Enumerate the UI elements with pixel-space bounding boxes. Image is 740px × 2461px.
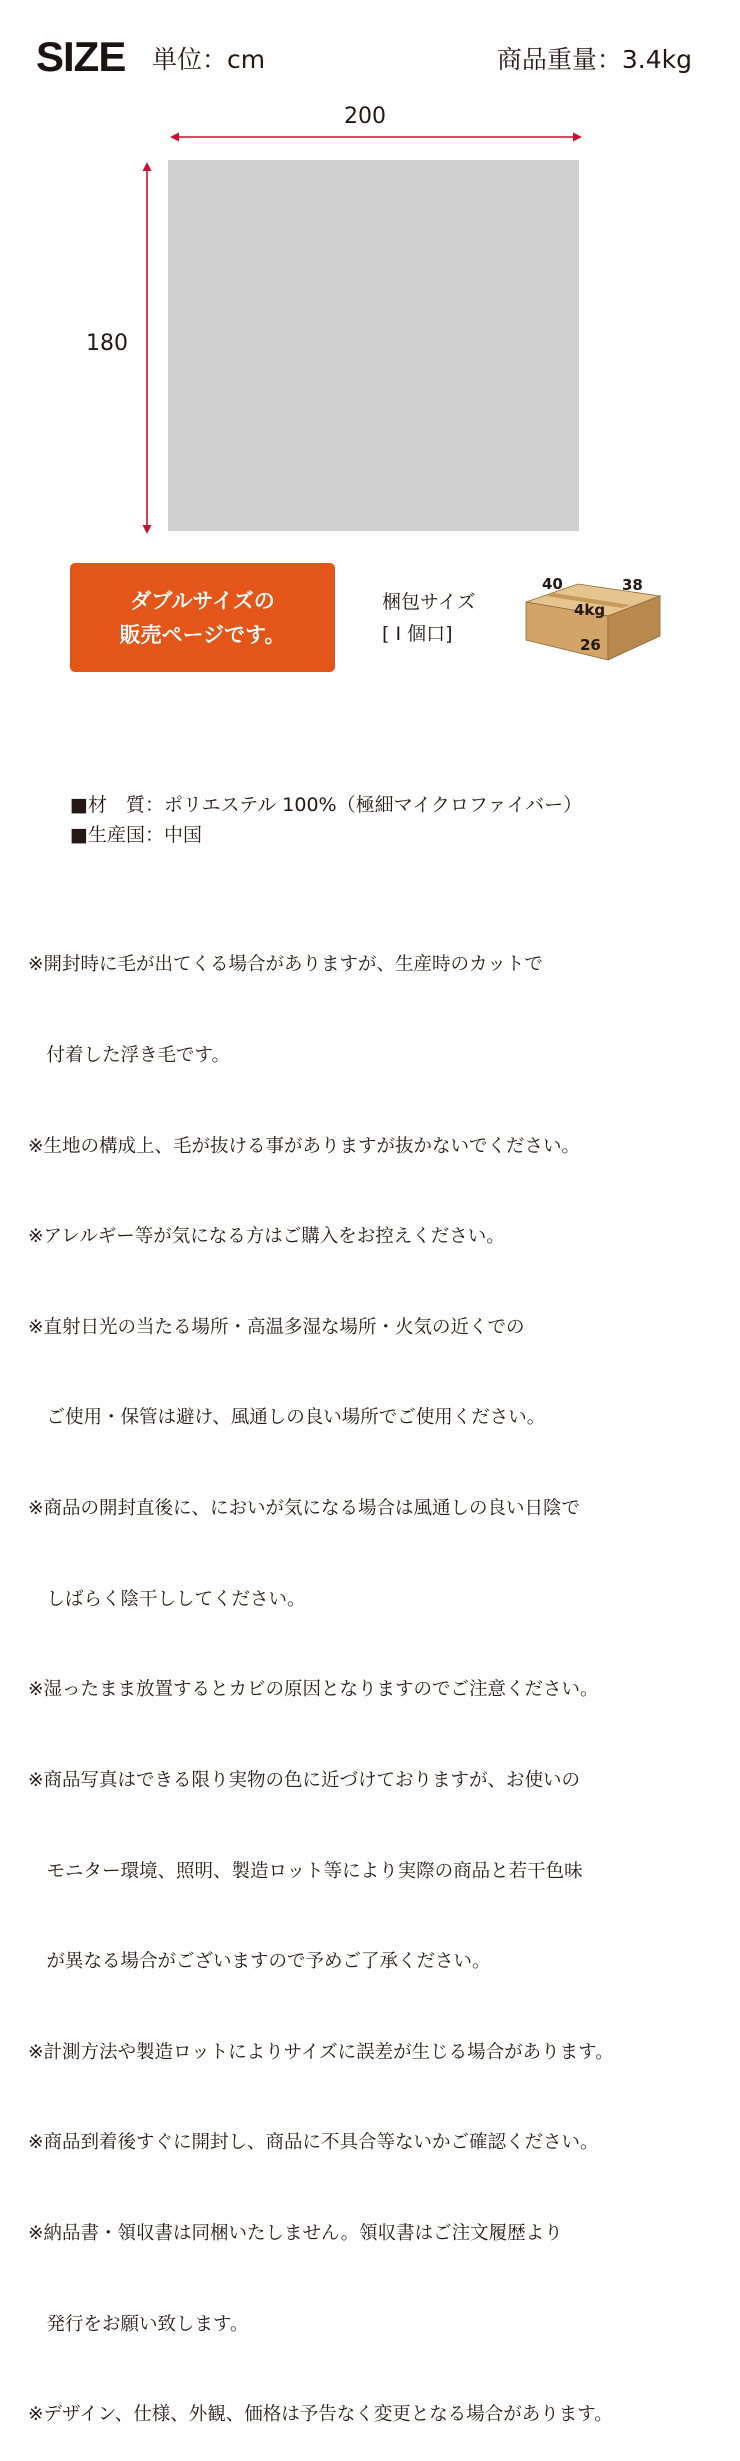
note-line: ※開封時に毛が出てくる場合がありますが、生産時のカットで: [28, 954, 543, 976]
width-arrow-icon: [170, 130, 582, 144]
note-line: ご使用・保管は避け、風通しの良い場所でご使用ください。: [28, 1407, 546, 1429]
package-size-label: 梱包サイズ: [382, 591, 476, 613]
notes-list: [28, 890, 614, 2461]
material-spec: ■材 質：ポリエステル 100%（極細マイクロファイバー）: [70, 794, 583, 816]
double-size-page-button[interactable]: [70, 563, 335, 672]
box-weight-label: 4kg: [574, 601, 606, 619]
package-info: [382, 586, 475, 650]
note-line: ※計測方法や製造ロットによりサイズに誤差が生じる場合があります。: [28, 2041, 614, 2063]
note-line: モニター環境、照明、製造ロット等により実際の商品と若干色味: [28, 1860, 583, 1882]
note-line: ※商品到着後すぐに開封し、商品に不具合等ないかご確認ください。: [28, 2132, 599, 2154]
note-line: ※納品書・領収書は同梱いたしません。領収書はご注文履歴より: [28, 2222, 563, 2244]
note-line: ※生地の構成上、毛が抜ける事がありますが抜かないでください。: [28, 1135, 581, 1157]
note-line: ※直射日光の当たる場所・高温多湿な場所・火気の近くでの: [28, 1316, 525, 1338]
box-width-label: 38: [622, 576, 643, 594]
note-line: ※アレルギー等が気になる方はご購入をお控えください。: [28, 1226, 505, 1248]
note-line: ※デザイン、仕様、外観、価格は予告なく変更となる場合があります。: [28, 2404, 613, 2426]
box-height-label: 26: [580, 636, 601, 654]
cta-line-2: 販売ページです。: [119, 622, 286, 647]
box-depth-label: 40: [542, 575, 563, 593]
note-line: ※商品写真はできる限り実物の色に近づけておりますが、お使いの: [28, 1769, 581, 1791]
cardboard-box-icon: [522, 570, 664, 662]
note-line: が異なる場合がございますので予めご了承ください。: [28, 1951, 491, 1973]
unit-label: 単位：cm: [152, 45, 266, 74]
note-line: しばらく陰干ししてください。: [28, 1588, 306, 1610]
width-dimension: 200: [344, 104, 386, 129]
note-line: ※湿ったまま放置するとカビの原因となりますのでご注意ください。: [28, 1679, 599, 1701]
height-arrow-icon: [140, 162, 154, 534]
cta-line-1: ダブルサイズの: [130, 588, 275, 613]
product-weight: 商品重量：3.4kg: [496, 45, 692, 74]
size-heading: SIZE: [36, 33, 126, 80]
origin-spec: ■生産国：中国: [70, 824, 202, 846]
product-outline: [168, 160, 579, 531]
note-line: ※商品の開封直後に、においが気になる場合は風通しの良い日陰で: [28, 1498, 581, 1520]
package-count: [ I 個口]: [382, 623, 453, 645]
spec-list: [70, 790, 582, 850]
note-line: 発行をお願い致します。: [28, 2313, 249, 2335]
height-dimension: 180: [86, 331, 128, 356]
note-line: 付着した浮き毛です。: [28, 1045, 231, 1067]
